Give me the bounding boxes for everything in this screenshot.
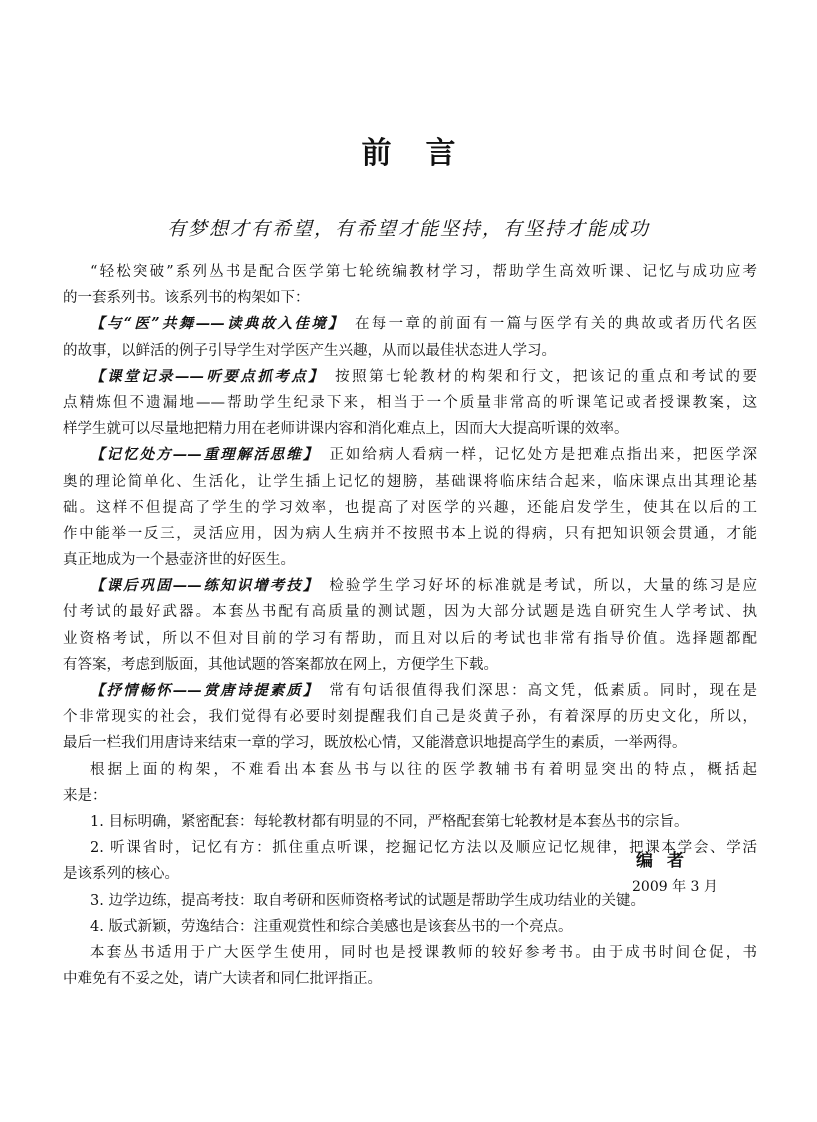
text-line [63, 285, 757, 311]
text-line [63, 704, 757, 730]
paragraph [63, 914, 757, 940]
text-line [63, 809, 757, 835]
line-text: 样学生就可以尽量地把精力用在老师讲课内容和消化难点上，因而大大提高听课的效率。 [63, 421, 629, 438]
line-text: 在每一章的前面有一篇与医学有关的典故或者历代名医 [354, 316, 757, 333]
line-text: 有答案，考虑到版面，其他试题的答案都放在网上，方便学生下载。 [63, 656, 498, 673]
line-text: 奥的理论简单化、生活化，让学生插上记忆的翅膀，基础课将临床结合起来，临床课点出其理论基 [63, 473, 757, 490]
paragraph [63, 809, 757, 835]
line-text: 点精炼但不遗漏地——帮助学生纪录下来，相当于一个质量非常高的听课笔记或者授课教案，这 [63, 394, 757, 411]
paragraph [63, 940, 757, 992]
text-line [63, 259, 757, 285]
line-text: 按照第七轮教材的构架和行文，把该记的重点和考试的要 [335, 368, 758, 385]
signature: 编者 [636, 851, 698, 871]
text-line [63, 338, 757, 364]
motto: 有梦想才有希望，有希望才能坚持，有坚持才能成功 [166, 218, 650, 240]
paragraph [63, 364, 757, 443]
line-text: 础。这样不但提高了学生的学习效率，也提高了对医学的兴趣，还能启发学生，使其在以后的工 [63, 499, 757, 516]
line-text: 真正地成为一个悬壶济世的好医生。 [63, 552, 295, 569]
line-text: 最后一栏我们用唐诗来结束一章的学习，既放松心情，又能潜意识地提高学生的素质，一举两得。 [63, 735, 687, 752]
line-text: 的一套系列书。该系列书的构架如下： [63, 290, 310, 307]
text-line [63, 783, 757, 809]
line-text: 本套丛书适用于广大医学生使用，同时也是授课教师的较好参考书。由于成书时间仓促，书 [90, 944, 757, 961]
text-line [63, 678, 757, 704]
text-line [63, 626, 757, 652]
paragraph [63, 311, 757, 363]
text-line [63, 521, 757, 547]
text-line [63, 442, 757, 468]
line-text: 2. 听课省时，记忆有方：抓住重点听课，挖掘记忆方法以及顺应记忆规律，把课本学会、学活 [90, 840, 757, 857]
text-line [63, 547, 757, 573]
line-text: 来是： [63, 787, 107, 804]
section-heading: 【课堂记录——听要点抓考点】 [90, 367, 326, 385]
line-text: 常有句话很值得我们深思：高文凭，低素质。同时，现在是 [329, 683, 757, 699]
text-line [63, 757, 757, 783]
text-line [63, 599, 757, 625]
text-line [63, 914, 757, 940]
section-heading: 【抒情畅怀——赏唐诗提素质】 [90, 682, 320, 699]
line-text: 根据上面的构架，不难看出本套丛书与以往的医学教辅书有着明显突出的特点，概括起 [90, 761, 757, 778]
date: 2009 年 3 月 [632, 879, 718, 895]
text-line [63, 730, 757, 756]
line-text: 付考试的最好武器。本套丛书配有高质量的测试题，因为大部分试题是选自研究生人学考试、执 [63, 604, 757, 621]
text-line [63, 416, 757, 442]
text-line [63, 311, 757, 337]
line-text: 业资格考试，所以不但对目前的学习有帮助，而且对以后的考试也非常有指导价值。选择题都配 [63, 630, 757, 647]
text-line [63, 390, 757, 416]
line-text: 个非常现实的社会，我们觉得有必要时刻提醒我们自己是炎黄子孙，有着深厚的历史文化，所以， [63, 709, 757, 726]
line-text: “轻松突破”系列丛书是配合医学第七轮统编教材学习，帮助学生高效听课、记忆与成功应考 [90, 264, 757, 280]
line-text: 中难免有不妥之处，请广大读者和同仁批评指正。 [63, 971, 382, 988]
line-text: 的故事，以鲜活的例子引导学生对学医产生兴趣，从而以最佳状态进人学习。 [63, 342, 556, 359]
text-line [63, 652, 757, 678]
line-text: 4. 版式新颖，劳逸结合：注重观赏性和综合美感也是该套丛书的一个亮点。 [90, 918, 573, 935]
paragraph [63, 678, 757, 757]
text-line [63, 573, 757, 599]
paragraph [63, 573, 757, 678]
line-text: 是该系列的核心。 [63, 866, 179, 883]
paragraph [63, 757, 757, 809]
paragraph [63, 259, 757, 311]
text-line [63, 966, 757, 992]
page-title: 前言 [361, 136, 490, 171]
section-heading: 【记忆处方——重理解活思维】 [90, 446, 320, 464]
line-text: 1. 目标明确，紧密配套：每轮教材都有明显的不同，严格配套第七轮教材是本套丛书的宗旨。 [90, 813, 689, 830]
line-text: 3. 边学边练，提高考技：取自考研和医师资格考试的试题是帮助学生成功结业的关键。 [90, 892, 645, 909]
text-line [63, 495, 757, 521]
text-line [63, 469, 757, 495]
line-text: 正如给病人看病一样，记忆处方是把难点指出来，把医学深 [329, 447, 757, 464]
line-text: 作中能举一反三，灵活应用，因为病人生病并不按照书本上说的得病，只有把知识领会贯通，才能 [63, 525, 757, 542]
text-line [63, 364, 757, 390]
line-text: 检验学生学习好坏的标准就是考试，所以，大量的练习是应 [329, 578, 757, 595]
section-heading: 【与“医”共舞——读典故入佳境】 [90, 315, 345, 333]
text-line [63, 940, 757, 966]
section-heading: 【课后巩固——练知识增考技】 [90, 577, 320, 595]
paragraph [63, 442, 757, 573]
